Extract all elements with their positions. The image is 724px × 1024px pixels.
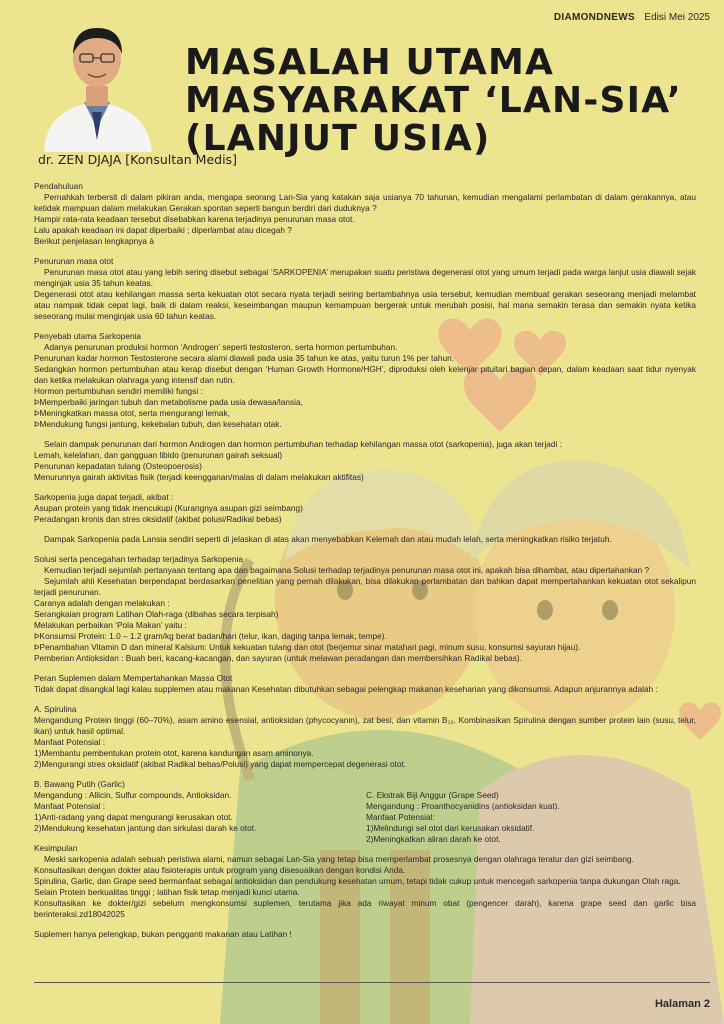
paragraph: Manfaat Potensial : <box>34 801 106 811</box>
paragraph: Dampak Sarkopenia pada Lansia sendiri seperti di jelaskan di atas akan menyebabkan Kelemah dan atau mudah lelah, serta meningkatkan risiko terjatuh. <box>44 534 612 544</box>
list-item: ÞMemperbaiki jaringan tubuh dan metabolisme pada usia dewasa/lansia, <box>34 397 303 407</box>
paragraph: Penurunan kadar hormon Testosterone secara alami diawali pada usia 35 tahun ke atas, yaitu turun 1% per tahun. <box>34 353 455 363</box>
garlic-column <box>34 779 344 854</box>
list-item: Menurunnya gairah aktivitas fisik (terjadi keengganan/malas di dalam melakukan aktifitas) <box>34 472 364 482</box>
supplement-columns <box>34 779 696 854</box>
list-item: 1)Melindungi sel otot dari kerusakan oksidatif. <box>366 823 535 833</box>
paragraph: Degenerasi otot atau kehilangan massa serta kekuatan otot secara nyata terjadi seiring bertambahnya usia tersebut, kemudian membuat gerakan seseorang menjadi melambat atau nampak tidak cepat lagi, baik di dalam reaksi, keseimbangan maupun kemampuan bergerak untuk merubah posisi, hal mana semakin terasa dan semakin nyata ketika seseorang mulai menginjak usia 60 tahun keatas. <box>34 289 696 321</box>
paragraph: Selain dampak penurunan dari hormon Androgen dan hormon pertumbuhan terhadap kehilangan massa otot (sarkopenia), juga akan terjadi : <box>44 439 562 449</box>
list-item: ÞKonsumsi Protein: 1.0 – 1.2 gram/kg berat badan/hari (telur, ikan, daging tanpa lemak, tempe). <box>34 631 387 641</box>
title-line-2: MASYARAKAT ‘LAN-SIA’ <box>185 80 682 121</box>
section-heading: B. Bawang Putih (Garlic) <box>34 779 125 789</box>
paragraph: Manfaat Potensial: <box>366 812 435 822</box>
grape-column <box>366 779 696 854</box>
list-item: 1)Anti-radang yang dapat mengurangi kerusakan otot. <box>34 812 233 822</box>
edition-label: Edisi Mei 2025 <box>644 12 710 23</box>
section-heading: Penyebab utama Sarkopenia <box>34 331 142 341</box>
paragraph: Mengandung Protein tinggi (60–70%), asam amino esensial, antioksidan (phycocyanin), zat besi, dan vitamin B₁₂. Kombinasikan Spirulina dengan sumber protein lain (susu, telur, ikan) untuk hasil optimal. <box>34 715 696 736</box>
article-body <box>34 181 696 940</box>
paragraph: Spirulina, Garlic, dan Grape seed bermanfaat sebagai antioksidan dan pendukung kesehatan umum, tetapi tidak cukup untuk mencegah sarkopenia tanpa dukungan Olah raga. <box>34 876 681 886</box>
list-item: Lemah, kelelahan, dan gangguan libido (penurunan gairah seksual) <box>34 450 283 460</box>
list-item: Asupan protein yang tidak mencukupi (Kurangnya asupan gizi seimbang) <box>34 503 303 513</box>
list-item: Penurunan kepadatan tulang (Osteopoerosis) <box>34 461 202 471</box>
section-heading: Kesimpulan <box>34 843 78 853</box>
page-number: Halaman 2 <box>654 998 710 1010</box>
paragraph: Hormon pertumbuhan sendiri memiliki fungsi : <box>34 386 203 396</box>
list-item: ÞMendukung fungsi jantung, kekebalan tubuh, dan kesehatan otak. <box>34 419 282 429</box>
list-item: 2)Mengurangi stres oksidatif (akibat Radikal bebas/Polusi) yang dapat mempercepat degenerasi otot. <box>34 759 407 769</box>
paragraph: Pernahkah terbersit di dalam pikiran anda, mengapa seorang Lan-Sia yang katakan saja usianya 70 tahunan, kemudian mengalami perlambatan di dalam gerakannya, atau ketidak mampuan dalam melakukan Gerakan spontan seperti bangun berdiri dari duduknya ? <box>34 192 696 213</box>
list-item: Peradangan kronis dan stres oksidatif (akibat polusi/Radikal bebas) <box>34 514 282 524</box>
paragraph: Hampir rata-rata keadaan tersebut disebabkan karena terjadinya penurunan masa otot. <box>34 214 355 224</box>
issue-header <box>554 12 710 23</box>
author-byline: dr. ZEN DJAJA [Konsultan Medis] <box>38 152 237 167</box>
footer-divider <box>34 982 710 983</box>
list-item: ÞMeningkatkan massa otot, serta mengurangi lemak, <box>34 408 230 418</box>
paragraph: Selain Protein berkualitas tinggi ; latihan fisik tetap menjadi kunci utama. <box>34 887 300 897</box>
paragraph: Tidak dapat disangkal lagi kalau supplemen atau makanan Kesehatan dibutuhkan sebagai pelengkap makanan keseharian yang dikonsumsi. Adapun anjurannya adalah : <box>34 684 658 694</box>
paragraph: Manfaat Potensial : <box>34 737 106 747</box>
paragraph: Konsultasikan dengan dokter atau fisioterapis untuk program yang disesuaikan dengan kondisi Anda. <box>34 865 406 875</box>
article-title <box>185 44 705 158</box>
paragraph: Pemberian Antioksidan : Buah beri, kacang-kacangan, dan sayuran (untuk melawan peradangan dan membersihkan Radikal bebas). <box>34 653 522 663</box>
paragraph: Sejumlah ahli Kesehatan berpendapat berdasarkan penelitian yang pernah dilakukan, bisa dilakukan perlambatan dan bahkan dapat mempertahankan kekuatan otot sekalipun terjadi penurunan. <box>34 576 696 597</box>
section-heading: Solusi serta pencegahan terhadap terjadinya Sarkopenia <box>34 554 243 564</box>
paragraph: Lalu apakah keadaan ini dapat diperbaiki ; diperlambat atau dicegah ? <box>34 225 292 235</box>
brand-name: DIAMONDNEWS <box>553 12 635 23</box>
author-photo <box>36 16 158 152</box>
paragraph: Adanya penurunan produksi hormon ‘Androgen’ seperti testosteron, serta hormon pertumbuhan. <box>44 342 398 352</box>
title-line-1: MASALAH UTAMA <box>185 42 555 83</box>
section-heading: A. Spirulina <box>34 704 77 714</box>
paragraph: Penurunan masa otot atau yang lebih sering disebut sebagai ‘SARKOPENIA’ merupakan suatu peristiwa degenerasi otot yang umum terjadi pada warga lanjut usia diawali sejak menginjak usia 35 tahun keatas. <box>34 267 696 288</box>
list-item: 2)Mendukung kesehatan jantung dan sirkulasi darah ke otot. <box>34 823 257 833</box>
paragraph: Kemudian terjadi sejumlah pertanyaan tentang apa dan bagaimana Solusi terhadap terjadinya penurunan masa otot ini, apakah bisa dihambat, atau dipertahankan ? <box>44 565 650 575</box>
list-item: 1)Membantu pembentukan protein otot, karena kandungan asam aminonya. <box>34 748 314 758</box>
paragraph: Melakukan perbaikan ‘Pola Makan’ yaitu : <box>34 620 187 630</box>
title-line-3: (LANJUT USIA) <box>185 118 491 159</box>
list-item: 2)Meningkatkan aliran darah ke otot. <box>366 834 501 844</box>
list-item: ÞPenambahan Vitamin D dan mineral Kalsium: Untuk kekuatan tulang dan otot (berjemur sinar matahari pagi, minum susu, konsumsi sayuran hijau). <box>34 642 581 652</box>
section-heading: Peran Suplemen dalam Mempertahankan Massa Otot <box>34 673 233 683</box>
paragraph: Sedangkan hormon pertumbuhan atau kerap disebut dengan ‘Human Growth Hormone/HGH’, diproduksi oleh kelenjar pituitari bagian depan, dalam keadaan saat tidur nyenyak dan ketika melakukan olahraga yang intensif dan rutin. <box>34 364 696 385</box>
section-heading: Pendahuluan <box>34 181 83 191</box>
section-heading: Penurunan masa otot <box>34 256 114 266</box>
paragraph: Mengandung : Allicin, Sulfur compounds, Antioksidan. <box>34 790 232 800</box>
paragraph: Konsultasikan ke dokter/gizi sebelum mengkonsumsi suplemen, terutama jika ada riwayat minum obat (pengencer darah), karena grape seed dan garlic bisa berinteraksi.zd18042025 <box>34 898 696 919</box>
paragraph: Meski sarkopenia adalah sebuah peristiwa alami, namun sebagai Lan-Sia yang tetap bisa memperlambat prosesnya dengan olahraga teratur dan gizi seimbang. <box>44 854 634 864</box>
paragraph: Caranya adalah dengan melakukan : <box>34 598 170 608</box>
section-heading: C. Ekstrak Biji Anggur (Grape Seed) <box>366 790 499 800</box>
paragraph: Mengandung : Proanthocyanidins (antioksidan kuat). <box>366 801 560 811</box>
paragraph: Suplemen hanya pelengkap, bukan pengganti makanan atau Latihan ! <box>34 929 292 939</box>
paragraph: Serangkaian program Latihan Olah-raga (dibahas secara terpisah) <box>34 609 279 619</box>
paragraph: Berikut penjelasan lengkapnya à <box>34 236 154 246</box>
section-heading: Sarkopenia juga dapat terjadi, akibat : <box>34 492 174 502</box>
